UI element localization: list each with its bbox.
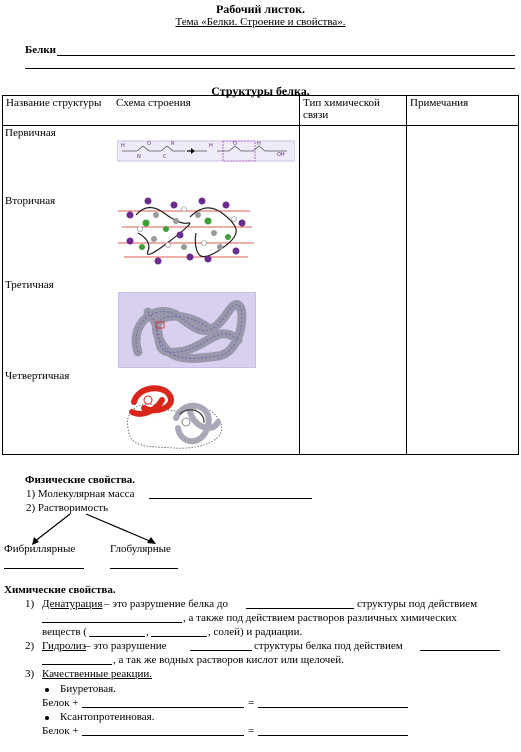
- hydrolysis-structure-line[interactable]: [190, 650, 252, 651]
- reagent-line-1[interactable]: [89, 636, 145, 637]
- biuret-reagent-line[interactable]: [82, 707, 244, 708]
- chem-item-3-number: 3): [25, 668, 35, 680]
- col-notes: Примечания: [407, 96, 519, 126]
- svg-text:R: R: [171, 141, 175, 147]
- secondary-structure-figure: [118, 193, 256, 271]
- chem-item-1-text-d: веществ (: [42, 626, 87, 638]
- row-secondary: Вторичная: [5, 195, 56, 207]
- svg-text:H: H: [121, 143, 125, 149]
- bullet-xanthoprotein: [45, 716, 49, 720]
- proteins-line-1[interactable]: [57, 55, 515, 56]
- chem-item-1-text-c: , а также под действием растворов различных химических: [183, 612, 457, 624]
- proteins-label: Белки: [25, 44, 57, 56]
- svg-text:H: H: [257, 141, 261, 147]
- reaction-xanthoprotein: Ксантопротеиновая.: [60, 711, 155, 723]
- svg-text:OH: OH: [277, 152, 285, 158]
- reagent-line-2[interactable]: [151, 636, 207, 637]
- primary-structure-figure: [117, 138, 295, 164]
- chem-item-1-text-e: ,: [146, 626, 149, 638]
- fibrillar-answer-line[interactable]: [4, 568, 84, 569]
- bond-type-cell[interactable]: [300, 126, 407, 455]
- svg-text:O: O: [147, 141, 151, 147]
- physical-item-mass: 1) Молекулярная масса: [26, 488, 135, 500]
- globular-answer-line[interactable]: [110, 568, 178, 569]
- worksheet-topic: Тема «Белки. Строение и свойства».: [175, 16, 346, 28]
- biuret-equals: =: [248, 697, 255, 709]
- tertiary-structure-figure: [118, 292, 256, 368]
- biuret-protein-plus: Белок +: [42, 697, 79, 709]
- col-bond-type: Тип химической связи: [300, 96, 407, 126]
- chem-item-1-text-f: , солей) и радиации.: [208, 626, 303, 638]
- mass-answer-line[interactable]: [149, 498, 312, 499]
- svg-text:O: O: [233, 141, 237, 147]
- structures-heading: Структуры белка.: [211, 84, 310, 98]
- svg-text:H: H: [209, 143, 213, 149]
- chem-item-1-text-b: структуры под действием: [357, 598, 478, 610]
- quaternary-structure-figure: [124, 378, 224, 454]
- chem-item-1-term: Денатурация: [42, 598, 103, 610]
- row-tertiary: Третичная: [5, 279, 54, 291]
- svg-text:N: N: [137, 154, 141, 160]
- xanthoprotein-protein-plus: Белок +: [42, 725, 79, 737]
- svg-text:C: C: [163, 154, 167, 160]
- hydrolysis-agent-line-2[interactable]: [42, 664, 112, 665]
- chem-item-1-number: 1): [25, 598, 35, 610]
- chem-item-2-text-a: – это разрушение: [85, 640, 167, 652]
- reaction-biuret: Биуретовая.: [60, 683, 116, 695]
- chem-item-2-text-c: , а так же водных растворов кислот или щелочей.: [113, 654, 344, 666]
- proteins-line-2[interactable]: [25, 68, 515, 69]
- chem-item-3-term: Качественные реакции.: [42, 668, 152, 680]
- col-name: Название структуры: [3, 96, 114, 126]
- chemical-heading: Химические свойства.: [4, 584, 116, 596]
- row-quaternary: Четвертичная: [5, 370, 70, 382]
- denaturation-agent-line[interactable]: [42, 622, 182, 623]
- notes-cell[interactable]: [407, 126, 519, 455]
- physical-heading: Физические свойства.: [25, 474, 136, 486]
- chem-item-2-term: Гидролиз: [42, 640, 86, 652]
- chem-item-1-text-a: – это разрушение белка до: [104, 598, 228, 610]
- denaturation-structure-line[interactable]: [246, 608, 354, 609]
- hydrolysis-agent-line[interactable]: [420, 650, 500, 651]
- chem-item-2-text-b: структуры белка под действием: [254, 640, 403, 652]
- xanthoprotein-equals: =: [248, 725, 255, 737]
- branch-fibrillar: Фибриллярные: [4, 543, 76, 555]
- xanthoprotein-reagent-line[interactable]: [82, 735, 244, 736]
- row-primary: Первичная: [5, 127, 56, 139]
- physical-item-solubility: 2) Растворимость: [26, 502, 109, 514]
- bullet-biuret: [45, 688, 49, 692]
- xanthoprotein-result-line[interactable]: [258, 735, 408, 736]
- worksheet-title: Рабочий листок.: [215, 2, 306, 16]
- chem-item-2-number: 2): [25, 640, 35, 652]
- branch-globular: Глобулярные: [110, 543, 171, 555]
- col-scheme: Схема строения: [113, 96, 300, 126]
- biuret-result-line[interactable]: [258, 707, 408, 708]
